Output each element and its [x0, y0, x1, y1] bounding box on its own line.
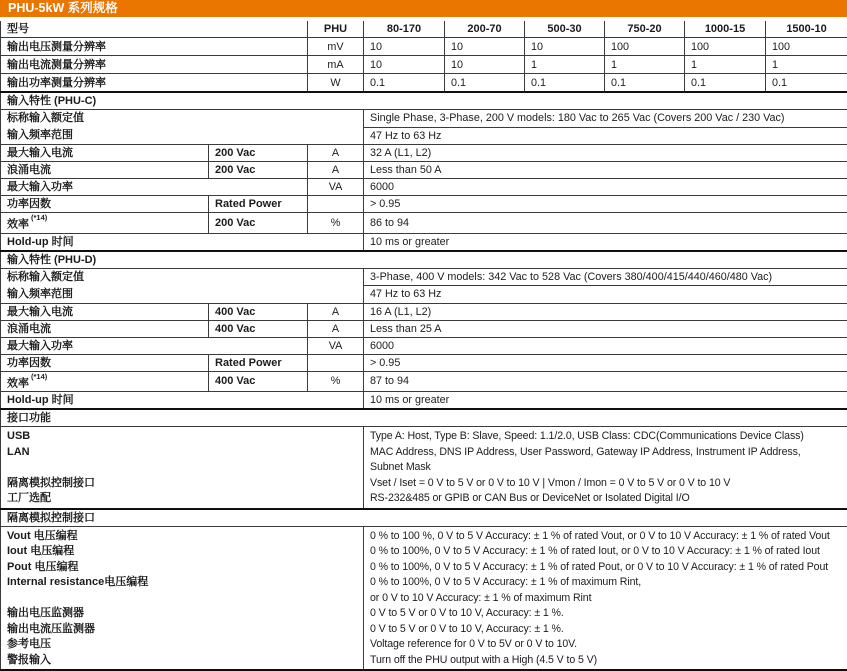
- model-value-cell: 0.1: [685, 74, 766, 93]
- row-label: 浪涌电流: [1, 162, 209, 179]
- row-label: 最大输入功率: [1, 337, 308, 354]
- condition-cell: 200 Vac: [209, 162, 308, 179]
- row-label: Internal resistance电压编程: [7, 575, 361, 591]
- row-value: 0 % to 100%, 0 V to 5 V Accuracy: ± 1 % of rated Pout, or 0 V to 10 V Accuracy: ± 1 % of rated Pout: [370, 560, 845, 576]
- row-value: 47 Hz to 63 Hz: [364, 286, 847, 304]
- iso-analog-labels: [1, 526, 364, 670]
- row-value: > 0.95: [364, 196, 847, 213]
- table-row: [1, 392, 847, 410]
- col-header-phu: PHU: [308, 21, 364, 38]
- row-label: [7, 460, 361, 476]
- row-label: 警报输入: [7, 653, 361, 669]
- row-label: 最大输入功率: [1, 179, 308, 196]
- col-header-model-3: 500-30: [525, 21, 605, 38]
- iso-analog-block-row: [1, 526, 847, 670]
- model-value-cell: 0.1: [364, 74, 445, 93]
- row-label: Hold-up 时间: [1, 233, 364, 251]
- model-value-cell: 1: [766, 56, 847, 74]
- row-value: 0 % to 100%, 0 V to 5 V Accuracy: ± 1 % of rated Iout, or 0 V to 10 V Accuracy: ± 1 % of rated Iout: [370, 544, 845, 560]
- unit-cell: VA: [308, 179, 364, 196]
- row-value: 6000: [364, 179, 847, 196]
- condition-cell: Rated Power: [209, 196, 308, 213]
- condition-cell: 400 Vac: [209, 371, 308, 392]
- unit-cell: %: [308, 213, 364, 234]
- interface-values: [364, 427, 847, 509]
- col-header-model-2: 200-70: [445, 21, 525, 38]
- interface-labels: [1, 427, 364, 509]
- row-label: 最大输入电流: [1, 303, 209, 320]
- row-label: 参考电压: [7, 637, 361, 653]
- unit-cell: [308, 354, 364, 371]
- row-label: 最大输入电流: [1, 145, 209, 162]
- unit-cell: A: [308, 145, 364, 162]
- row-label: Pout 电压编程: [7, 560, 361, 576]
- row-label: 浪涌电流: [1, 320, 209, 337]
- row-label: 输入频率范围: [1, 286, 363, 303]
- row-label: 标称输入额定值: [1, 269, 363, 286]
- section-header-interface: 接口功能: [1, 409, 847, 427]
- model-value-cell: 1: [605, 56, 685, 74]
- table-row: [1, 56, 847, 74]
- row-label: 隔离模拟控制接口: [7, 476, 361, 492]
- row-label: 功率因数: [1, 196, 209, 213]
- model-value-cell: 10: [445, 38, 525, 56]
- series-title: PHU-5kW 系列规格: [8, 1, 118, 15]
- model-value-cell: 0.1: [605, 74, 685, 93]
- unit-cell: [308, 196, 364, 213]
- row-value: Turn off the PHU output with a High (4.5 V to 5 V): [370, 653, 845, 669]
- section-row: [1, 251, 847, 269]
- col-header-model-5: 1000-15: [685, 21, 766, 38]
- row-value: 0 % to 100 %, 0 V to 5 V Accuracy: ± 1 % of rated Vout, or 0 V to 10 V Accuracy: ± 1 % of rated Vout: [370, 529, 845, 545]
- unit-cell: mA: [308, 56, 364, 74]
- row-label: USB: [7, 429, 361, 445]
- row-value: > 0.95: [364, 354, 847, 371]
- row-label-text: 效率: [7, 377, 29, 389]
- unit-cell: mV: [308, 38, 364, 56]
- row-value: Subnet Mask: [370, 460, 845, 476]
- row-value: Less than 25 A: [364, 320, 847, 337]
- table-row: [1, 213, 847, 234]
- section-header-input-c: 输入特性 (PHU-C): [1, 92, 847, 110]
- table-row: [1, 196, 847, 213]
- row-label-group: [1, 110, 364, 145]
- row-label: 功率因数: [1, 354, 209, 371]
- row-value: RS-232&485 or GPIB or CAN Bus or DeviceNet or Isolated Digital I/O: [370, 491, 845, 507]
- row-value: 0 V to 5 V or 0 V to 10 V, Accuracy: ± 1 %.: [370, 606, 845, 622]
- row-label: 标称输入额定值: [1, 110, 363, 127]
- row-value: 0 V to 5 V or 0 V to 10 V, Accuracy: ± 1 %.: [370, 622, 845, 638]
- unit-cell: A: [308, 320, 364, 337]
- row-label: 输出功率测量分辨率: [1, 74, 308, 93]
- row-label: 输出电压测量分辨率: [1, 38, 308, 56]
- row-value: 10 ms or greater: [364, 233, 847, 251]
- table-row: [1, 303, 847, 320]
- table-header-row: [1, 21, 847, 38]
- section-row: [1, 509, 847, 527]
- table-row: [1, 74, 847, 93]
- model-value-cell: 1: [685, 56, 766, 74]
- row-label: [1, 371, 209, 392]
- section-row: [1, 92, 847, 110]
- row-label: 工厂选配: [7, 491, 361, 507]
- table-row: [1, 337, 847, 354]
- interface-block-row: [1, 427, 847, 509]
- condition-cell: 200 Vac: [209, 213, 308, 234]
- unit-cell: W: [308, 74, 364, 93]
- table-row: [1, 233, 847, 251]
- condition-cell: 400 Vac: [209, 320, 308, 337]
- table-row: [1, 268, 847, 286]
- table-row: [1, 145, 847, 162]
- row-value: or 0 V to 10 V Accuracy: ± 1 % of maximum Rint: [370, 591, 845, 607]
- model-value-cell: 10: [445, 56, 525, 74]
- row-label: 输入频率范围: [1, 127, 363, 144]
- model-value-cell: 10: [525, 38, 605, 56]
- row-label: LAN: [7, 445, 361, 461]
- table-row: [1, 320, 847, 337]
- row-value: 6000: [364, 337, 847, 354]
- col-header-model-6: 1500-10: [766, 21, 847, 38]
- col-header-model: 型号: [1, 21, 308, 38]
- table-row: [1, 162, 847, 179]
- table-row: [1, 371, 847, 392]
- footnote-marker: (*14): [31, 213, 47, 222]
- condition-cell: 200 Vac: [209, 145, 308, 162]
- row-value: 32 A (L1, L2): [364, 145, 847, 162]
- model-value-cell: 0.1: [445, 74, 525, 93]
- row-label: [1, 213, 209, 234]
- row-label: Hold-up 时间: [1, 392, 364, 410]
- unit-cell: A: [308, 162, 364, 179]
- unit-cell: A: [308, 303, 364, 320]
- row-label: 输出电流压监测器: [7, 622, 361, 638]
- row-value: 0 % to 100%, 0 V to 5 V Accuracy: ± 1 % of maximum Rint,: [370, 575, 845, 591]
- row-label: 输出电压监测器: [7, 606, 361, 622]
- section-header-input-d: 输入特性 (PHU-D): [1, 251, 847, 269]
- section-header-iso-analog: 隔离模拟控制接口: [1, 509, 847, 527]
- unit-cell: VA: [308, 337, 364, 354]
- model-value-cell: 100: [685, 38, 766, 56]
- table-row: [1, 354, 847, 371]
- row-value: Vset / Iset = 0 V to 5 V or 0 V to 10 V | Vmon / Imon = 0 V to 5 V or 0 V to 10 V: [370, 476, 845, 492]
- row-label-group: [1, 268, 364, 303]
- table-row: [1, 38, 847, 56]
- model-value-cell: 0.1: [766, 74, 847, 93]
- row-label: 输出电流测量分辨率: [1, 56, 308, 74]
- table-row: [1, 110, 847, 128]
- col-header-model-1: 80-170: [364, 21, 445, 38]
- row-label: Vout 电压编程: [7, 529, 361, 545]
- unit-cell: %: [308, 371, 364, 392]
- row-value: 47 Hz to 63 Hz: [364, 127, 847, 145]
- row-value: 87 to 94: [364, 371, 847, 392]
- condition-cell: Rated Power: [209, 354, 308, 371]
- row-value: Less than 50 A: [364, 162, 847, 179]
- model-value-cell: 10: [364, 56, 445, 74]
- row-value: 86 to 94: [364, 213, 847, 234]
- row-label: Iout 电压编程: [7, 544, 361, 560]
- table-row: [1, 179, 847, 196]
- spec-table: [0, 21, 847, 671]
- iso-analog-values: [364, 526, 847, 670]
- model-value-cell: 100: [605, 38, 685, 56]
- footnote-marker: (*14): [31, 372, 47, 381]
- row-label-text: 效率: [7, 219, 29, 231]
- row-value: 10 ms or greater: [364, 392, 847, 410]
- model-value-cell: 1: [525, 56, 605, 74]
- row-label: [7, 591, 361, 607]
- row-value: Type A: Host, Type B: Slave, Speed: 1.1/2.0, USB Class: CDC(Communications Device Class): [370, 429, 845, 445]
- model-value-cell: 100: [766, 38, 847, 56]
- row-value: 3-Phase, 400 V models: 342 Vac to 528 Vac (Covers 380/400/415/440/460/480 Vac): [364, 268, 847, 286]
- col-header-model-4: 750-20: [605, 21, 685, 38]
- row-value: MAC Address, DNS IP Address, User Password, Gateway IP Address, Instrument IP Address,: [370, 445, 845, 461]
- row-value: 16 A (L1, L2): [364, 303, 847, 320]
- row-value: Single Phase, 3-Phase, 200 V models: 180 Vac to 265 Vac (Covers 200 Vac / 230 Vac): [364, 110, 847, 128]
- section-row: [1, 409, 847, 427]
- row-value: Voltage reference for 0 V to 5V or 0 V to 10V.: [370, 637, 845, 653]
- condition-cell: 400 Vac: [209, 303, 308, 320]
- model-value-cell: 0.1: [525, 74, 605, 93]
- series-title-bar: [0, 0, 847, 17]
- model-value-cell: 10: [364, 38, 445, 56]
